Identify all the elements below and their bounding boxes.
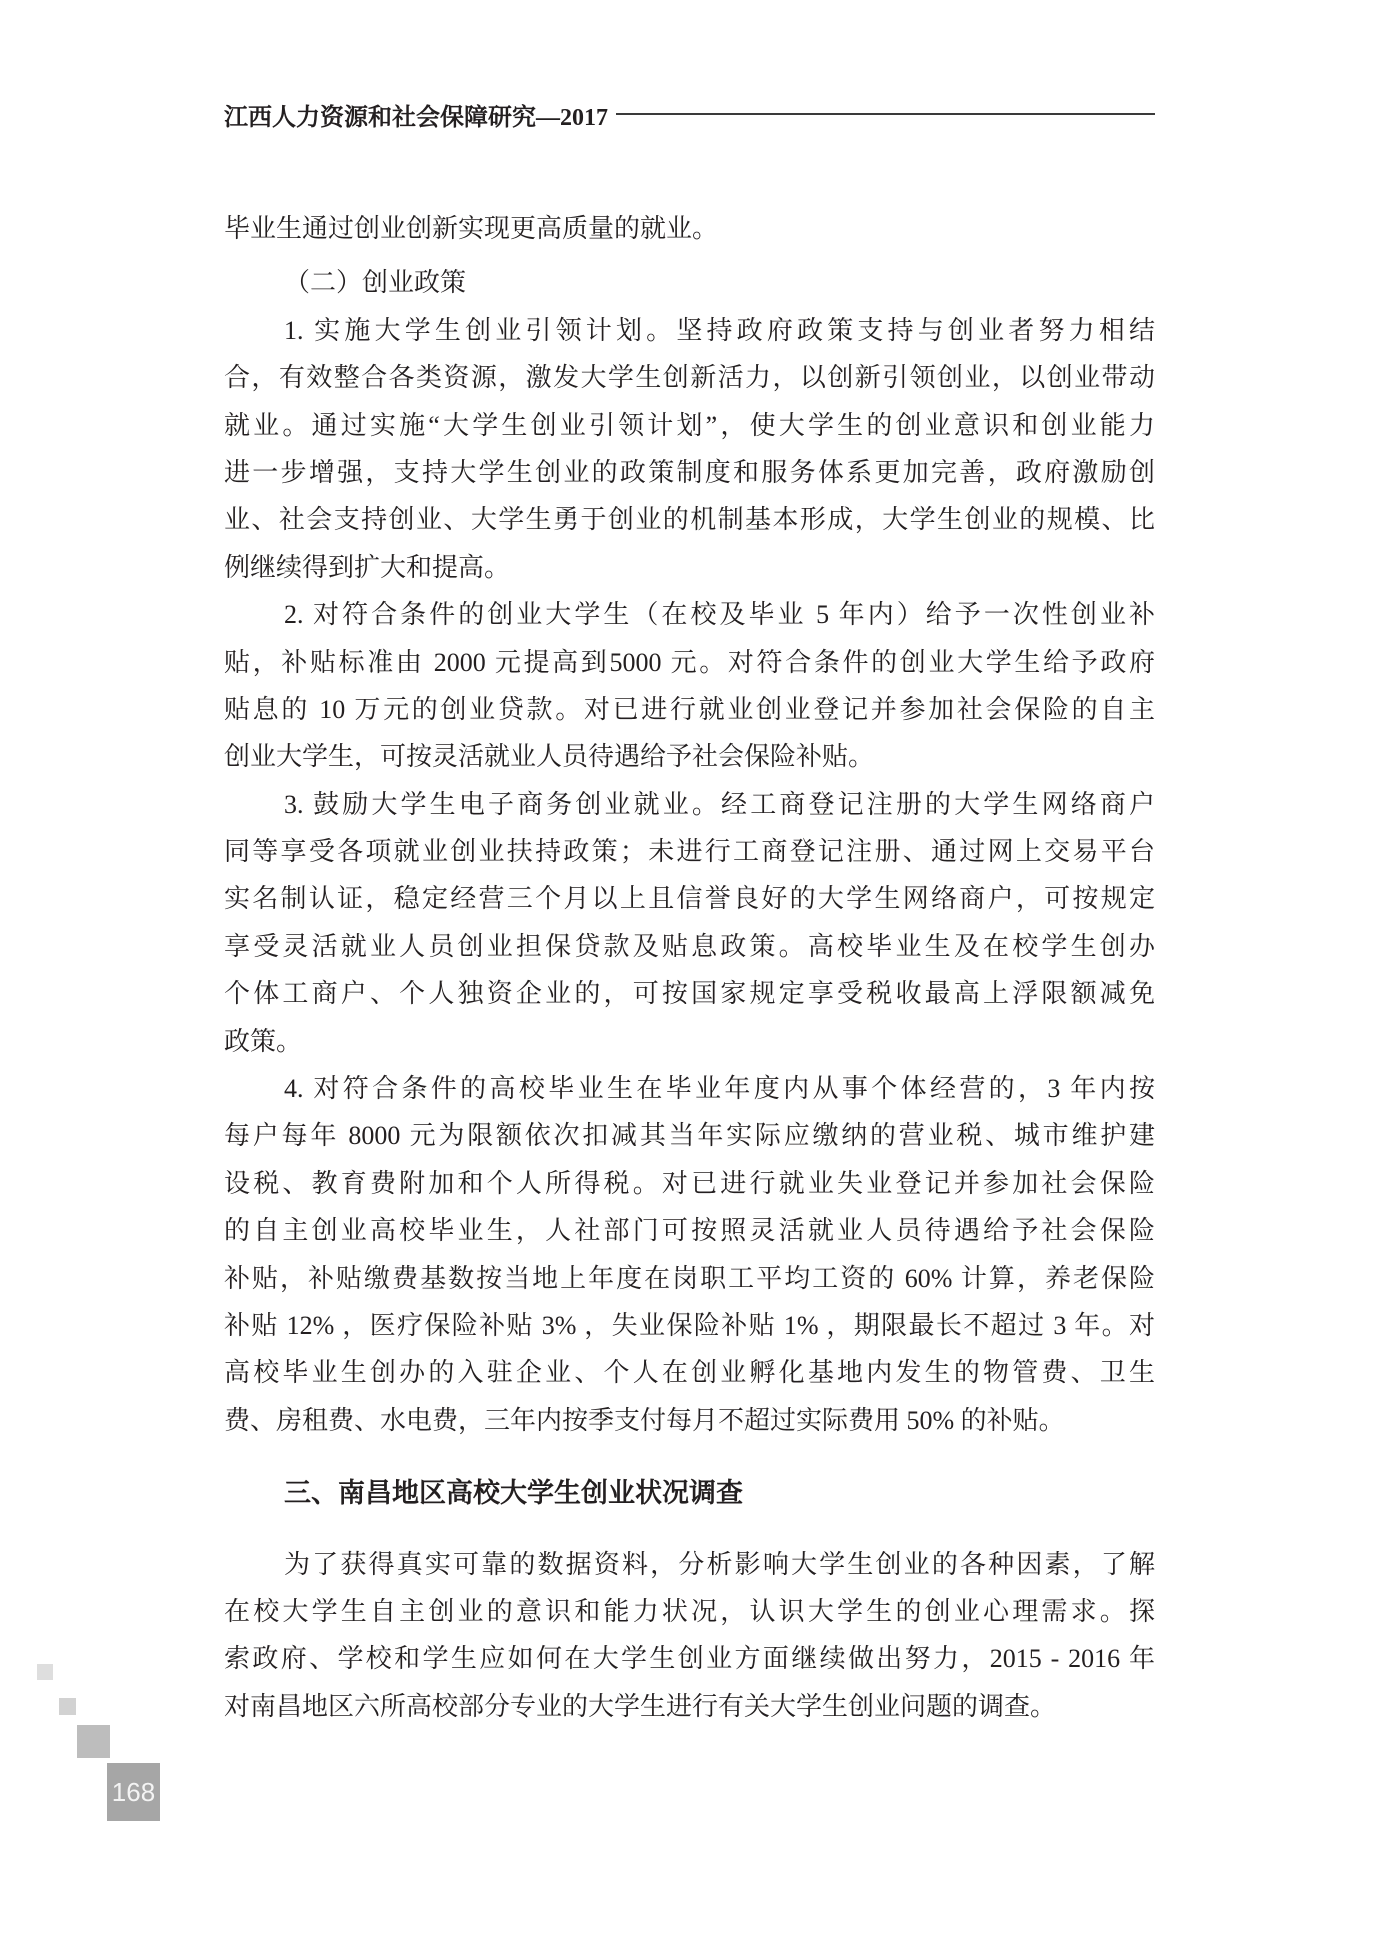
text-line: 政策。 [224,1026,303,1056]
policy-paragraph-2 [224,591,1155,781]
text-line: 为了获得真实可靠的数据资料，分析影响大学生创业的各种因素，了解 [284,1549,1155,1579]
running-head-title: 江西人力资源和社会保障研究—2017 [224,104,608,131]
text-line: 费、房租费、水电费，三年内按季支付每月不超过实际费用 50% 的补贴。 [224,1405,1065,1435]
text-line: 1. 实施大学生创业引领计划。坚持政府政策支持与创业者努力相结 [284,315,1155,345]
page-number: 168 [111,1776,156,1807]
text-line: 在校大学生自主创业的意识和能力状况，认识大学生的创业心理需求。探 [224,1596,1155,1626]
continuation-line: 毕业生通过创业创新实现更高质量的就业。 [224,214,719,243]
text-line: 创业大学生，可按灵活就业人员待遇给予社会保险补贴。 [224,742,875,772]
page-number-box [107,1763,160,1821]
text-line: 高校毕业生创办的入驻企业、个人在创业孵化基地内发生的物管费、卫生 [224,1358,1155,1388]
policy-paragraph-3 [224,781,1155,1065]
text-line: 业、社会支持创业、大学生勇于创业的机制基本形成，大学生创业的规模、比 [224,505,1155,535]
text-line: 3. 鼓励大学生电子商务创业就业。经工商登记注册的大学生网络商户 [284,789,1155,819]
text-line: 进一步增强，支持大学生创业的政策制度和服务体系更加完善，政府激励创 [224,457,1155,487]
policy-paragraph-1 [224,307,1155,591]
text-line: 就业。通过实施“大学生创业引领计划”，使大学生的创业意识和创业能力 [224,410,1155,440]
text-line: 实名制认证，稳定经营三个月以上且信誉良好的大学生网络商户，可按规定 [224,884,1155,914]
text-line: 的自主创业高校毕业生，人社部门可按照灵活就业人员待遇给予社会保险 [224,1216,1155,1246]
text-line: 补贴 12% ，医疗保险补贴 3% ，失业保险补贴 1% ，期限最长不超过 3 年。对 [224,1310,1155,1340]
text-line: 贴，补贴标准由 2000 元提高到5000 元。对符合条件的创业大学生给予政府 [224,647,1155,677]
text-line: 例继续得到扩大和提高。 [224,552,511,582]
text-line: 对南昌地区六所高校部分专业的大学生进行有关大学生创业问题的调查。 [224,1691,1057,1721]
decorative-square [37,1664,53,1680]
text-line: 享受灵活就业人员创业担保贷款及贴息政策。高校毕业生及在校学生创办 [224,931,1155,961]
policy-paragraph-4 [224,1065,1155,1444]
section-heading: 三、南昌地区高校大学生创业状况调查 [284,1478,743,1509]
text-line: 合，有效整合各类资源，激发大学生创新活力，以创新引领创业，以创业带动 [224,363,1155,393]
text-line: 索政府、学校和学生应如何在大学生创业方面继续做出努力，2015 - 2016 年 [224,1644,1155,1674]
survey-paragraph [224,1541,1155,1731]
text-line: 2. 对符合条件的创业大学生（在校及毕业 5 年内）给予一次性创业补 [284,600,1155,630]
text-line: 同等享受各项就业创业扶持政策；未进行工商登记注册、通过网上交易平台 [224,837,1155,867]
text-line: 贴息的 10 万元的创业贷款。对已进行就业创业登记并参加社会保险的自主 [224,694,1155,724]
decorative-square [59,1698,76,1715]
text-line: 每户每年 8000 元为限额依次扣减其当年实际应缴纳的营业税、城市维护建 [224,1121,1155,1151]
text-line: 4. 对符合条件的高校毕业生在毕业年度内从事个体经营的，3 年内按 [284,1074,1155,1104]
text-line: 设税、教育费附加和个人所得税。对已进行就业失业登记并参加社会保险 [224,1168,1155,1198]
subsection-title: （二）创业政策 [284,268,467,298]
page-body [224,205,1155,1730]
decorative-square [77,1725,110,1758]
text-line: 个体工商户、个人独资企业的，可按国家规定享受税收最高上浮限额减免 [224,979,1155,1009]
running-head [224,100,1155,131]
text-line: 补贴，补贴缴费基数按当地上年度在岗职工平均工资的 60% 计算，养老保险 [224,1263,1155,1293]
running-head-rule [616,113,1155,115]
